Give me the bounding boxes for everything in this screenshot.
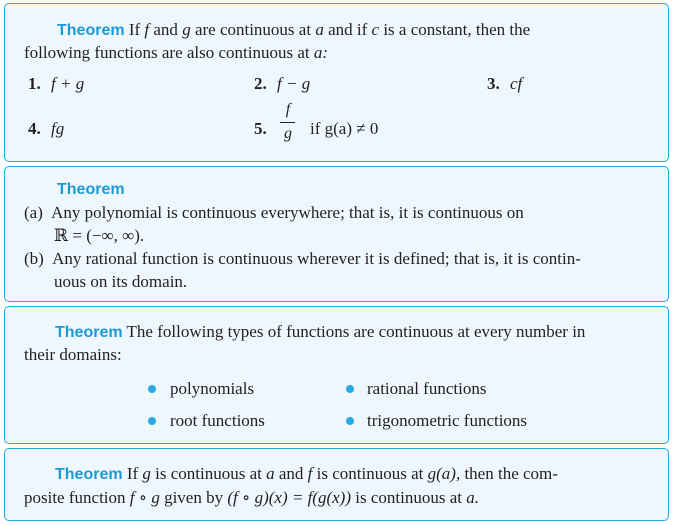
item-1 (28, 74, 84, 94)
text: is continuous at (316, 464, 424, 483)
text: The following types of functions are continuous at every number in (126, 322, 586, 341)
item-4 (28, 119, 64, 139)
text: uous on its domain. (54, 272, 188, 291)
theorem-4-line-1 (55, 464, 558, 485)
theorem-2-heading: Theorem (57, 181, 125, 198)
item-number: 5. (254, 119, 267, 138)
bullet-icon (346, 385, 354, 393)
item-number: 2. (254, 74, 267, 93)
item-2 (254, 74, 310, 94)
bullet-item: trigonometric functions (367, 411, 528, 430)
part-a-line-1 (24, 203, 524, 223)
item-number: 1. (28, 74, 41, 93)
text: following functions are also continuous at (24, 43, 310, 62)
text: are continuous at (194, 20, 312, 39)
text: given by (164, 488, 224, 507)
text: and (278, 464, 304, 483)
bullet-item: root functions (170, 411, 265, 430)
item-3 (487, 74, 522, 94)
theorem-1-heading: Theorem (57, 22, 125, 39)
var-a: a: (313, 43, 329, 62)
text: their domains: (24, 345, 122, 364)
var-a: a (315, 20, 324, 39)
fraction-bar (280, 122, 295, 123)
item-number: 3. (487, 74, 500, 93)
text: then the com- (464, 464, 558, 483)
text: posite function (24, 488, 126, 507)
text: and if (328, 20, 368, 39)
var-g: g (182, 20, 191, 39)
item-5-number (254, 119, 267, 139)
theorem-4-heading: Theorem (55, 466, 123, 483)
part-b-line-1 (24, 249, 581, 269)
part-a-line-2 (54, 226, 144, 246)
item-number: 4. (28, 119, 41, 138)
theorem-3-line-1 (55, 322, 585, 343)
item-expression: fg (51, 119, 65, 138)
theorem-4-line-2 (24, 488, 479, 508)
theorem-1-line-1 (57, 20, 530, 41)
text: If (128, 20, 141, 39)
text: is continuous at (355, 488, 462, 507)
text: Any rational function is continuous wherever it is defined; that is, it is contin- (52, 249, 581, 268)
bullet-item: polynomials (170, 379, 255, 398)
var-c: c (371, 20, 380, 39)
var-f: f (144, 20, 150, 39)
expr-composition: f ∘ g (129, 488, 160, 507)
bullet-icon (148, 417, 156, 425)
var-f: f (307, 464, 313, 483)
var-a: a. (466, 488, 479, 507)
part-label: (a) (24, 203, 43, 222)
text: and (153, 20, 178, 39)
theorem-1-line-2 (24, 43, 328, 63)
text: is a constant, then the (383, 20, 531, 39)
item-expression: cf (510, 74, 523, 93)
part-b-line-2 (54, 272, 187, 292)
item-expression: f + g (51, 74, 85, 93)
bullet-icon (346, 417, 354, 425)
item-5-condition (310, 119, 378, 139)
text: Any polynomial is continuous everywhere; that is, it is continuous on (51, 203, 524, 222)
theorem-2-heading-row (57, 179, 125, 200)
bullet-icon (148, 385, 156, 393)
part-label: (b) (24, 249, 44, 268)
bullet-item: rational functions (367, 379, 487, 398)
text: ℝ = (−∞, ∞). (54, 226, 145, 245)
theorem-3-line-2 (24, 345, 122, 365)
expr-g-of-a: g(a), (427, 464, 461, 483)
var-a: a (266, 464, 275, 483)
condition-text: if g(a) ≠ 0 (310, 119, 379, 138)
theorem-3-heading: Theorem (55, 324, 123, 341)
text: If (126, 464, 139, 483)
var-g: g (142, 464, 151, 483)
item-expression: f − g (277, 74, 311, 93)
fraction-numerator: f (285, 101, 291, 118)
fraction-denominator: g (284, 125, 292, 142)
expr-composition-definition: (f ∘ g)(x) = f(g(x)) (227, 488, 351, 507)
text: is continuous at (155, 464, 262, 483)
